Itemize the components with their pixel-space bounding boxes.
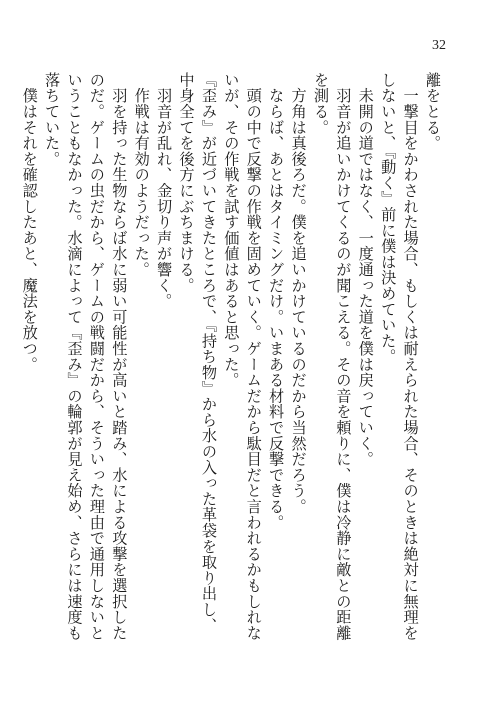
paragraph: 未開の道ではなく、一度通った道を僕は戻っていく。 (356, 72, 375, 467)
paragraph: 羽音が追いかけてくるのが聞こえる。その音を頼りに、僕は冷静に敵との距離を測る。 (311, 72, 353, 641)
page-number: 32 (432, 38, 446, 53)
paragraph: 方角は真後ろだ。僕を追いかけているのだから当然だろう。 (289, 72, 308, 515)
paragraph: 作戦は有効のようだった。 (132, 72, 151, 278)
paragraph: 羽を持った生物ならば水に弱い可能性が高いと踏み、水による攻撃を選択したのだ。ゲームの虫だから、ゲームの戦闘だから、そういった理由で通用しないということもなかった。水滴によって『歪み』の輪郭が見え始め、さらには速度も落ちていた。 (43, 72, 129, 641)
paragraph: 羽音が乱れ、金切り声が響く。 (155, 72, 174, 309)
paragraph: 離をとる。 (424, 72, 442, 151)
paragraph: ならば、あとはタイミングだけ。いまある材料で反撃できる。 (267, 72, 286, 531)
paragraph: 頭の中で反撃の作戦を固めていく。ゲームだから駄目だと言われるかもしれないが、その作戦を試す価値はあると思った。 (222, 72, 263, 641)
paragraph: 一撃目をかわされた場合、もしくは耐えられた場合、そのときは絶対に無理をしないと、『動く』前に僕は決めていた。 (379, 72, 420, 641)
paragraph: 僕はそれを確認したあと、魔法を放つ。 (20, 72, 39, 373)
vertical-text-body (20, 72, 444, 647)
paragraph: 『歪み』が近づいてきたところで、『持ち物』から水の入った革袋を取り出し、中身全てを後方にぶちまける。 (177, 72, 218, 634)
